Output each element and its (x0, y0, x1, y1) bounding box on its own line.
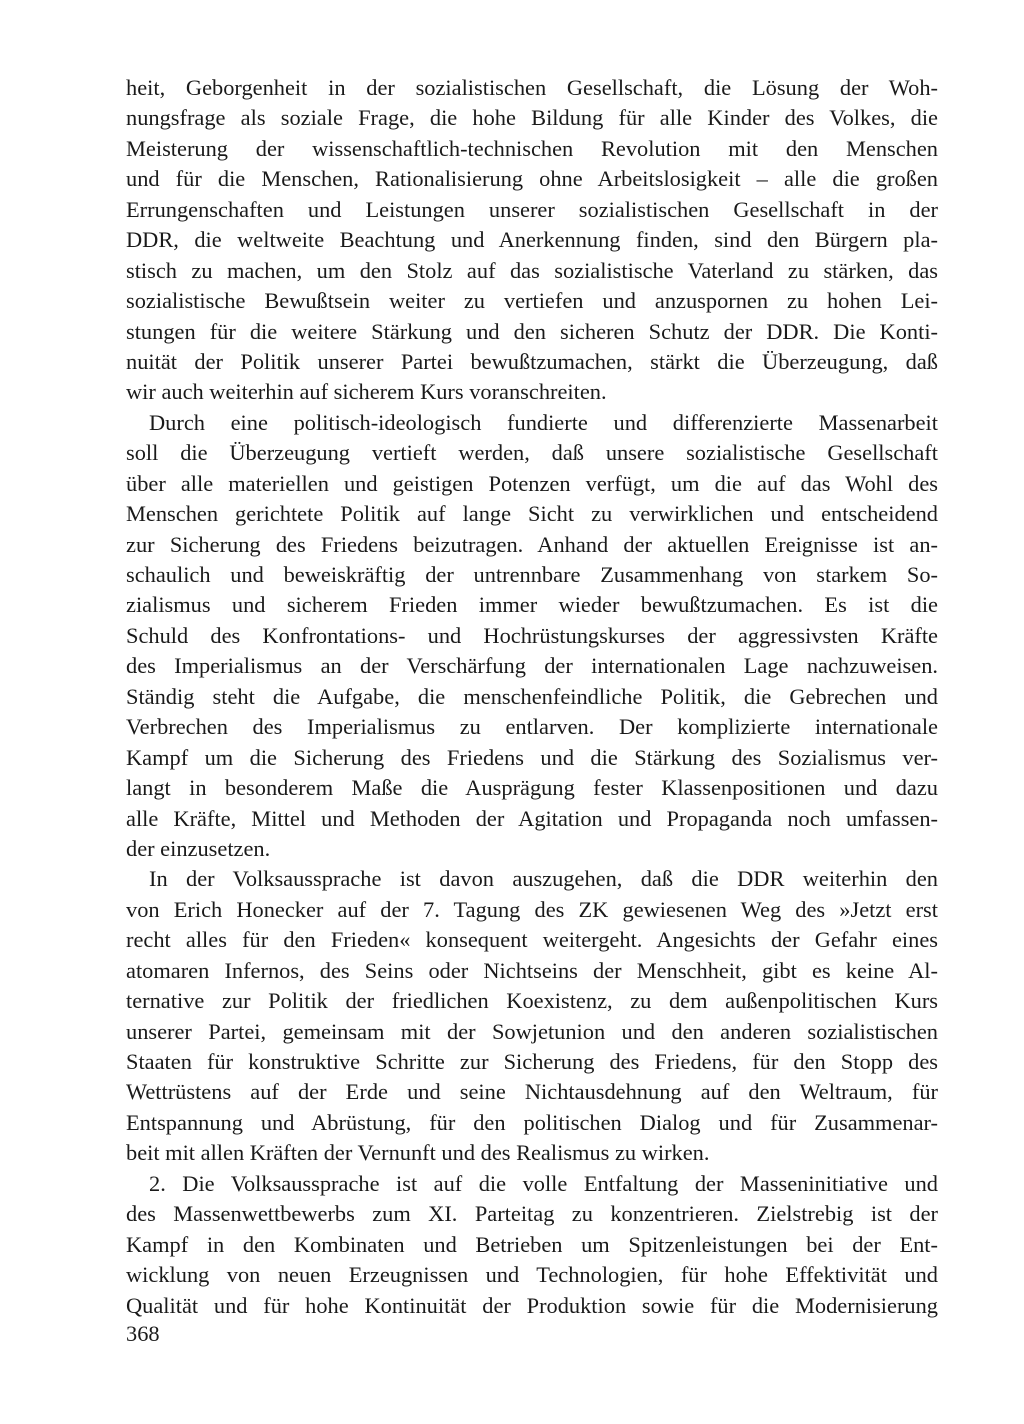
text-line: Staaten für konstruktive Schritte zur Sicherung des Friedens, für den Stopp des (126, 1049, 938, 1074)
text-line: heit, Geborgenheit in der sozialistischen Gesellschaft, die Lösung der Woh- (126, 75, 938, 100)
text-line: stungen für die weitere Stärkung und den sicheren Schutz der DDR. Die Konti- (126, 318, 938, 344)
text-line: DDR, die weltweite Beachtung und Anerkennung finden, sind den Bürgern pla- (126, 227, 938, 253)
text-line: Meisterung der wissenschaftlich-technischen Revolution mit den Menschen (126, 135, 938, 161)
text-line: In der Volksaussprache ist davon auszugehen, daß die DDR weiterhin den (149, 866, 938, 892)
text-line: alle Kräfte, Mittel und Methoden der Agitation und Propaganda noch umfassen- (126, 805, 938, 831)
text-line: Ständig steht die Aufgabe, die menschenfeindliche Politik, die Gebrechen und (126, 683, 938, 709)
text-line: beit mit allen Kräften der Vernunft und des Realismus zu wirken. (126, 1140, 710, 1166)
text-line: stisch zu machen, um den Stolz auf das sozialistische Vaterland zu stärken, das (126, 257, 938, 283)
text-line: unserer Partei, gemeinsam mit der Sowjetunion und den anderen sozialistischen (126, 1018, 938, 1044)
text-line: der einzusetzen. (126, 835, 271, 861)
text-line: von Erich Honecker auf der 7. Tagung des ZK gewiesenen Weg des »Jetzt erst (126, 896, 938, 922)
text-line: langt in besonderem Maße die Ausprägung fester Klassenpositionen und dazu (126, 775, 938, 801)
text-line: ternative zur Politik der friedlichen Koexistenz, zu dem außenpolitischen Kurs (126, 988, 938, 1014)
text-line: wicklung von neuen Erzeugnissen und Technologien, für hohe Effektivität und (126, 1262, 938, 1288)
text-line: Kampf in den Kombinaten und Betrieben um Spitzenleistungen bei der Ent- (126, 1231, 938, 1257)
text-line: sozialistische Bewußtsein weiter zu vertiefen und anzuspornen zu hohen Lei- (126, 288, 938, 314)
text-line: Wettrüstens auf der Erde und seine Nichtausdehnung auf den Weltraum, für (126, 1079, 938, 1105)
text-line: Errungenschaften und Leistungen unserer sozialistischen Gesellschaft in der (126, 196, 938, 222)
text-line: Schuld des Konfrontations- und Hochrüstungskurses der aggressivsten Kräfte (126, 622, 938, 648)
text-line: nuität der Politik unserer Partei bewußtzumachen, stärkt die Überzeugung, daß (126, 348, 938, 374)
text-line: Verbrechen des Imperialismus zu entlarven. Der komplizierte internationale (126, 714, 938, 740)
text-line: Durch eine politisch-ideologisch fundierte und differenzierte Massenarbeit (149, 409, 938, 435)
text-line: wir auch weiterhin auf sicherem Kurs voranschreiten. (126, 379, 607, 405)
text-line: über alle materiellen und geistigen Potenzen verfügt, um die auf das Wohl des (126, 470, 938, 496)
text-line: soll die Überzeugung vertieft werden, daß unsere sozialistische Gesellschaft (126, 440, 938, 466)
text-line: recht alles für den Frieden« konsequent weitergeht. Angesichts der Gefahr eines (126, 927, 938, 953)
text-line: nungsfrage als soziale Frage, die hohe Bildung für alle Kinder des Volkes, die (126, 105, 938, 131)
text-line: Menschen gerichtete Politik auf lange Sicht zu verwirklichen und entscheidend (126, 501, 938, 527)
text-line: und für die Menschen, Rationalisierung ohne Arbeitslosigkeit – alle die großen (126, 166, 938, 192)
text-line: schaulich und beweiskräftig der untrennbare Zusammenhang von starkem So- (126, 562, 938, 587)
text-line: des Imperialismus an der Verschärfung der internationalen Lage nachzuweisen. (126, 653, 938, 679)
text-line: Kampf um die Sicherung des Friedens und die Stärkung des Sozialismus ver- (126, 744, 938, 770)
text-line: Qualität und für hohe Kontinuität der Produktion sowie für die Modernisierung (126, 1292, 938, 1318)
body-text (126, 73, 938, 1321)
text-line: zur Sicherung des Friedens beizutragen. Anhand der aktuellen Ereignisse ist an- (126, 531, 938, 557)
text-line: zialismus und sicherem Frieden immer wieder bewußtzumachen. Es ist die (126, 592, 938, 618)
text-line: 2. Die Volksaussprache ist auf die volle Entfaltung der Masseninitiative und (149, 1170, 938, 1196)
text-line: atomaren Infernos, des Seins oder Nichtseins der Menschheit, gibt es keine Al- (126, 957, 938, 983)
page-number: 368 (126, 1321, 160, 1346)
text-line: Entspannung und Abrüstung, für den politischen Dialog und für Zusammenar- (126, 1109, 938, 1135)
text-line: des Massenwettbewerbs zum XI. Parteitag zu konzentrieren. Zielstrebig ist der (126, 1201, 938, 1227)
